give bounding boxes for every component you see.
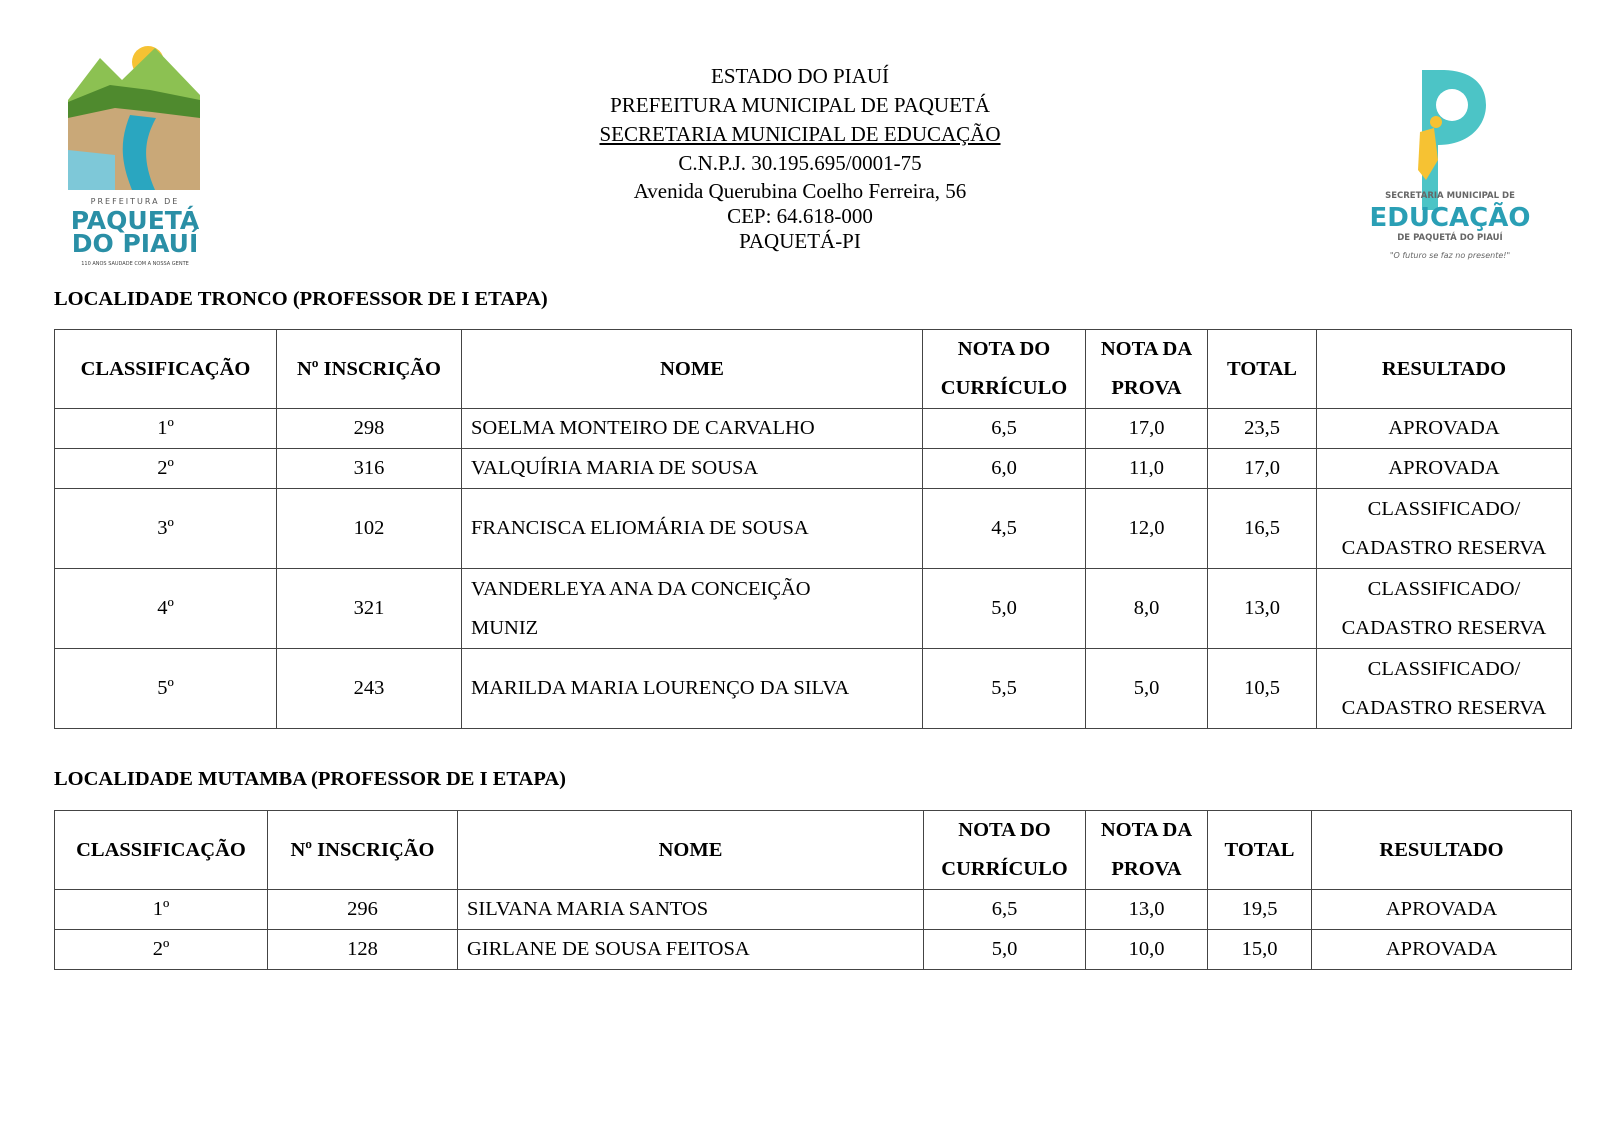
- cell-curriculo: 4,5: [923, 489, 1086, 569]
- cell-resultado: APROVADA: [1312, 890, 1572, 930]
- header-secretaria: SECRETARIA MUNICIPAL DE EDUCAÇÃO: [599, 122, 1001, 146]
- logo-left-top: PREFEITURA DE: [90, 197, 180, 206]
- cell-classificacao: 2º: [55, 930, 268, 970]
- header-cep: CEP: 64.618-000: [727, 204, 873, 228]
- cell-nome: SILVANA MARIA SANTOS: [458, 890, 924, 930]
- table-row: [55, 649, 1572, 729]
- resultado-line2: CADASTRO RESERVA: [1341, 536, 1547, 559]
- cell-curriculo: 5,0: [924, 930, 1086, 970]
- col-nome: NOME: [462, 330, 923, 409]
- col-resultado: RESULTADO: [1312, 811, 1572, 890]
- cell-prova: 5,0: [1086, 649, 1208, 729]
- resultado-line2: CADASTRO RESERVA: [1341, 696, 1547, 719]
- cell-classificacao: 3º: [55, 489, 277, 569]
- logo-right-top: SECRETARIA MUNICIPAL DE: [1385, 191, 1515, 201]
- cell-curriculo: 6,0: [923, 449, 1086, 489]
- cell-inscricao: 296: [268, 890, 458, 930]
- cell-inscricao: 102: [277, 489, 462, 569]
- col-prova-line1: NOTA DA: [1100, 819, 1193, 841]
- cell-resultado: [1317, 569, 1572, 649]
- cell-resultado: APROVADA: [1317, 449, 1572, 489]
- cell-classificacao: 5º: [55, 649, 277, 729]
- col-curriculo-line1: NOTA DO: [957, 338, 1051, 360]
- cell-resultado: [1317, 649, 1572, 729]
- col-inscricao: Nº INSCRIÇÃO: [277, 330, 462, 409]
- col-nota-curriculo: [923, 330, 1086, 409]
- cell-total: 10,5: [1208, 649, 1317, 729]
- cell-classificacao: 4º: [55, 569, 277, 649]
- col-curriculo-line2: CURRÍCULO: [941, 858, 1068, 880]
- logo-right-slogan: "O futuro se faz no presente!": [1389, 251, 1511, 260]
- cell-total: 13,0: [1208, 569, 1317, 649]
- header-state: ESTADO DO PIAUÍ: [711, 64, 889, 88]
- col-nota-prova: [1086, 811, 1208, 890]
- col-classificacao: CLASSIFICAÇÃO: [55, 330, 277, 409]
- resultado-line1: CLASSIFICADO/: [1367, 657, 1521, 680]
- cell-classificacao: 1º: [55, 409, 277, 449]
- cell-inscricao: 298: [277, 409, 462, 449]
- cell-resultado: APROVADA: [1312, 930, 1572, 970]
- col-prova-line2: PROVA: [1111, 377, 1182, 399]
- table-mutamba: [54, 810, 1572, 970]
- resultado-line1: CLASSIFICADO/: [1367, 497, 1521, 520]
- col-classificacao: CLASSIFICAÇÃO: [55, 811, 268, 890]
- cell-total: 19,5: [1208, 890, 1312, 930]
- cell-nome: [462, 569, 923, 649]
- col-total: TOTAL: [1208, 330, 1317, 409]
- header-address: Avenida Querubina Coelho Ferreira, 56: [633, 179, 967, 203]
- cell-nome: SOELMA MONTEIRO DE CARVALHO: [462, 409, 923, 449]
- table-row: [55, 409, 1572, 449]
- logo-right-main: EDUCAÇÃO: [1369, 203, 1531, 233]
- cell-nome: GIRLANE DE SOUSA FEITOSA: [458, 930, 924, 970]
- col-resultado: RESULTADO: [1317, 330, 1572, 409]
- table-header-row: [55, 811, 1572, 890]
- cell-prova: 11,0: [1086, 449, 1208, 489]
- table-row: [55, 890, 1572, 930]
- col-inscricao: Nº INSCRIÇÃO: [268, 811, 458, 890]
- table-tronco: [54, 329, 1572, 729]
- cell-inscricao: 128: [268, 930, 458, 970]
- cell-curriculo: 6,5: [923, 409, 1086, 449]
- table-header-row: [55, 330, 1572, 409]
- col-prova-line1: NOTA DA: [1100, 338, 1193, 360]
- resultado-line1: CLASSIFICADO/: [1367, 577, 1521, 600]
- cell-nome: VALQUÍRIA MARIA DE SOUSA: [462, 449, 923, 489]
- section-mutamba-title: LOCALIDADE MUTAMBA (PROFESSOR DE I ETAPA): [54, 768, 566, 790]
- table-row: [55, 489, 1572, 569]
- cell-prova: 8,0: [1086, 569, 1208, 649]
- cell-total: 17,0: [1208, 449, 1317, 489]
- col-prova-line2: PROVA: [1111, 858, 1182, 880]
- cell-prova: 13,0: [1086, 890, 1208, 930]
- cell-nome: MARILDA MARIA LOURENÇO DA SILVA: [462, 649, 923, 729]
- cell-curriculo: 5,0: [923, 569, 1086, 649]
- resultado-line2: CADASTRO RESERVA: [1341, 616, 1547, 639]
- cell-total: 15,0: [1208, 930, 1312, 970]
- cell-inscricao: 321: [277, 569, 462, 649]
- cell-inscricao: 243: [277, 649, 462, 729]
- logo-left-line2: DO PIAUÍ: [71, 229, 199, 258]
- header-prefeitura: PREFEITURA MUNICIPAL DE PAQUETÁ: [610, 93, 990, 117]
- cell-resultado: APROVADA: [1317, 409, 1572, 449]
- logo-left-tagline: 110 ANOS SAUDADE COM A NOSSA GENTE: [81, 261, 189, 267]
- nome-line2: MUNIZ: [471, 616, 539, 639]
- cell-nome: FRANCISCA ELIOMÁRIA DE SOUSA: [462, 489, 923, 569]
- cell-resultado: [1317, 489, 1572, 569]
- col-total: TOTAL: [1208, 811, 1312, 890]
- col-nota-prova: [1086, 330, 1208, 409]
- cell-classificacao: 2º: [55, 449, 277, 489]
- cell-prova: 10,0: [1086, 930, 1208, 970]
- table-row: [55, 930, 1572, 970]
- table-row: [55, 569, 1572, 649]
- cell-inscricao: 316: [277, 449, 462, 489]
- cell-classificacao: 1º: [55, 890, 268, 930]
- logo-right-sub: DE PAQUETÁ DO PIAUÍ: [1397, 233, 1503, 243]
- cell-total: 23,5: [1208, 409, 1317, 449]
- cell-curriculo: 5,5: [923, 649, 1086, 729]
- col-nome: NOME: [458, 811, 924, 890]
- cell-prova: 12,0: [1086, 489, 1208, 569]
- nome-line1: VANDERLEYA ANA DA CONCEIÇÃO: [471, 577, 811, 600]
- logo-left-line1: PAQUETÁ: [70, 206, 200, 235]
- col-nota-curriculo: [924, 811, 1086, 890]
- header-cnpj: C.N.P.J. 30.195.695/0001-75: [678, 151, 922, 175]
- section-tronco-title: LOCALIDADE TRONCO (PROFESSOR DE I ETAPA): [54, 288, 548, 310]
- document-header: [0, 62, 1600, 254]
- cell-total: 16,5: [1208, 489, 1317, 569]
- table-row: [55, 449, 1572, 489]
- cell-curriculo: 6,5: [924, 890, 1086, 930]
- cell-prova: 17,0: [1086, 409, 1208, 449]
- col-curriculo-line1: NOTA DO: [958, 819, 1051, 841]
- col-curriculo-line2: CURRÍCULO: [940, 377, 1068, 399]
- header-city: PAQUETÁ-PI: [739, 229, 861, 253]
